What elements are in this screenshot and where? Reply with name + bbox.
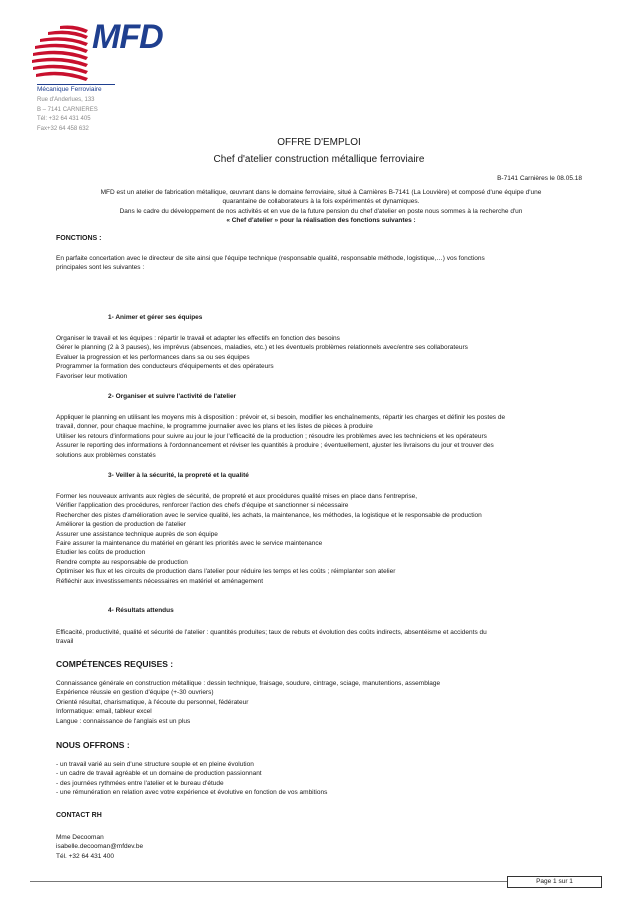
contact-phone: Tél. +32 64 431 400 [56, 852, 115, 860]
company-tagline: Mécanique Ferroviaire [37, 84, 115, 93]
list-item: Orienté résultat, charismatique, à l'écoute du personnel, fédérateur [56, 698, 249, 706]
list-item: Etudier les coûts de production [56, 549, 146, 557]
intro-line: MFD est un atelier de fabrication métallique, œuvrant dans le domaine ferroviaire, situé à Carnières B-7141 (La Louvière) et composé d'une équipe d'une [100, 189, 542, 196]
list-item: - un cadre de travail agréable et un domaine de production passionnant [56, 770, 262, 778]
list-item: Connaissance générale en construction métallique : dessin technique, fraisage, soudure, cintrage, sciage, manutentions, assemblage [56, 680, 441, 687]
company-address [37, 96, 98, 134]
list-item: travail [56, 638, 74, 646]
address-line: Rue d'Anderlues, 133 [37, 97, 95, 103]
list-item: Favoriser leur motivation [56, 372, 128, 380]
intro-paragraph [56, 188, 586, 226]
section-1-title: 1- Animer et gérer ses équipes [108, 314, 203, 321]
address-line: Fax+32 64 458 632 [37, 125, 89, 132]
page-title: OFFRE D'EMPLOI [277, 137, 361, 148]
list-item: Appliquer le planning en utilisant les moyens mis à disposition : prévoir et, si besoin, modifier les enchaînements, répartir les charges et définir les postes de [56, 414, 506, 421]
text-line: En parfaite concertation avec le directeur de site ainsi que l'équipe technique (responsable qualité, responsable méthode, logistique,…) vos fonctions [56, 255, 485, 262]
section-1-list [56, 334, 590, 381]
list-item: Améliorer la gestion de production de l'atelier [56, 521, 186, 529]
list-item: Réfléchir aux investissements nécessaires en matériel et aménagement [56, 577, 264, 585]
list-item: Rendre compte au responsable de production [56, 558, 188, 566]
list-item: Gérer le planning (2 à 3 pauses), les imprévus (absences, maladies, etc.) et les éventuels problèmes relationnels avec/entre ses collaborateurs [56, 344, 468, 352]
intro-line: Dans le cadre du développement de nos activités et en vue de la future pension du chef d'atelier en poste nous sommes à la recherche d'un [119, 207, 523, 215]
list-item: travail, donner, pour chaque machine, le programme journalier avec les plans et les listes de pièces à produire [56, 423, 373, 431]
fonctions-intro [56, 254, 590, 273]
list-item: Utiliser les retours d'informations pour suivre au jour le jour l'efficacité de la production ; résoudre les problèmes avec les techniciens et les opérateurs [56, 432, 487, 440]
offrons-list [56, 760, 590, 798]
logo-stripes [30, 22, 100, 82]
list-item: Assurer une assistance technique auprès de son équipe [56, 530, 218, 538]
competences-list [56, 679, 590, 726]
fonctions-heading: FONCTIONS : [56, 235, 102, 242]
list-item: Organiser le travail et les équipes : répartir le travail et adapter les effectifs en fonction des besoins [56, 335, 340, 342]
list-item: Vérifier l'application des procédures, renforcer l'action des chefs d'équipe et sanctionner si nécessaire [56, 502, 349, 510]
intro-line: quarantaine de collaborateurs à la fois expérimentés et dynamiques. [222, 198, 420, 206]
list-item: Rechercher des pistes d'amélioration avec le service qualité, les achats, la maintenance, les méthodes, la logistique et le responsable de production [56, 511, 482, 519]
address-line: B – 7141 CARNIERES [37, 106, 98, 113]
list-item: - des journées rythmées entre l'atelier et le bureau d'étude [56, 779, 224, 787]
offrons-heading: NOUS OFFRONS : [56, 740, 130, 750]
list-item: - un travail varié au sein d'une structure souple et en pleine évolution [56, 761, 254, 768]
section-4-title: 4- Résultats attendus [108, 607, 174, 614]
list-item: Informatique: email, tableur excel [56, 708, 152, 716]
list-item: Faire assurer la maintenance du matériel en gérant les priorités avec le service maintenance [56, 540, 323, 548]
list-item: Evaluer la progression et les performances dans sa ou ses équipes [56, 353, 250, 361]
intro-line: « Chef d'atelier » pour la réalisation des fonctions suivantes : [226, 217, 416, 225]
list-item: Langue : connaissance de l'anglais est un plus [56, 717, 191, 725]
text-line: principales sont les suivantes : [56, 264, 145, 272]
list-item: Programmer la formation des conducteurs d'équipements et des opérateurs [56, 363, 274, 371]
section-3-list [56, 492, 590, 586]
section-4-list [56, 628, 590, 647]
company-logo [30, 18, 163, 84]
list-item: Assurer le reporting des informations à l'ordonnancement et réviser les quantités à produire ; éventuellement, ajuster les livraisons du jour et trouver des [56, 442, 494, 450]
list-item: Former les nouveaux arrivants aux règles de sécurité, de propreté et aux procédures qualité mises en place dans l'entreprise, [56, 493, 418, 500]
section-3-title: 3- Veiller à la sécurité, la propreté et la qualité [108, 472, 249, 479]
contact-name: Mme Decooman [56, 834, 104, 841]
address-line: Tél: +32 64 431 405 [37, 116, 91, 122]
list-item: solutions aux problèmes constatés [56, 451, 156, 459]
contact-heading: CONTACT RH [56, 812, 102, 819]
date-line: B-7141 Carnières le 08.05.18 [497, 175, 582, 182]
contact-email[interactable]: isabelle.decooman@mfdev.be [56, 843, 144, 851]
list-item: - une rémunération en relation avec votre expérience et évolutive en fonction de vos ambitions [56, 789, 328, 797]
logo-text: MFD [92, 18, 163, 56]
page-number: Page 1 sur 1 [507, 876, 602, 888]
section-2-title: 2- Organiser et suivre l'activité de l'atelier [108, 393, 237, 400]
contact-details [56, 833, 590, 861]
competences-heading: COMPÉTENCES REQUISES : [56, 659, 174, 669]
section-2-list [56, 413, 590, 460]
list-item: Efficacité, productivité, qualité et sécurité de l'atelier : quantités produites; taux de rebuts et évolution des coûts indirects, absentéisme et accidents du [56, 629, 487, 636]
list-item: Optimiser les flux et les circuits de production dans l'atelier pour réduire les temps et les coûts ; réimplanter son atelier [56, 568, 396, 576]
page-subtitle: Chef d'atelier construction métallique ferroviaire [213, 154, 425, 165]
footer-divider [30, 881, 508, 882]
list-item: Expérience réussie en gestion d'équipe (+-30 ouvriers) [56, 689, 214, 697]
